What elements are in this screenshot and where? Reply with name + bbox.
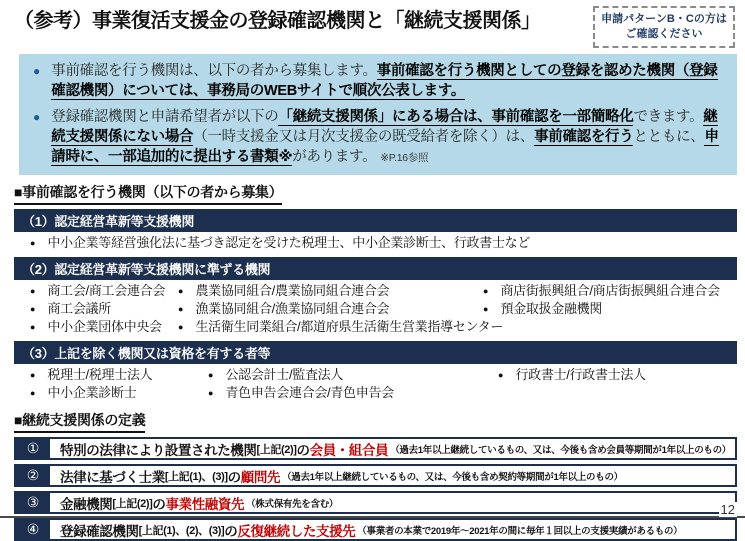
definition-row bbox=[14, 464, 737, 487]
bullet-icon: ● bbox=[498, 370, 504, 380]
definition-text bbox=[50, 466, 735, 485]
list-item bbox=[208, 384, 498, 402]
notice-line-1: 申請パターンB・Cの方は bbox=[601, 13, 727, 25]
definition-number: ④ bbox=[16, 520, 50, 539]
definition-number: ① bbox=[16, 439, 50, 458]
bullet-icon: ● bbox=[483, 286, 489, 296]
header bbox=[14, 6, 737, 48]
section-list bbox=[14, 280, 737, 337]
section-list bbox=[14, 364, 737, 403]
page-title: （参考）事業復活支援金の登録確認機関と「継続支援関係」 bbox=[14, 10, 541, 32]
text-segment: 法律に基づく士業 bbox=[60, 469, 165, 485]
text-segment: 事業性融資先 bbox=[165, 496, 245, 512]
text-segment: の bbox=[227, 469, 241, 485]
bullet-icon: ● bbox=[483, 304, 489, 314]
definition-row bbox=[14, 518, 737, 541]
text-segment: 登録確認機関と申請希望者が以下の bbox=[51, 109, 279, 125]
text-segment: できます。 bbox=[633, 109, 704, 125]
text-segment: [上記(2)] bbox=[256, 443, 297, 456]
list-item-label: 公認会計士/監査法人 bbox=[225, 367, 344, 382]
definition-rows bbox=[14, 437, 737, 541]
text-segment: 顧問先 bbox=[240, 469, 281, 485]
intro-bullet-item bbox=[33, 61, 727, 101]
text-segment: 「継続支援関係」にある場合は、事前確認を一部簡略化 bbox=[278, 109, 634, 125]
definition-row bbox=[14, 491, 737, 514]
list-item-label: 中小企業等経営強化法に基づき認定を受けた税理士、中小企業診断士、行政書士など bbox=[47, 235, 531, 250]
text-segment: 特別の法律により設置された機関 bbox=[60, 442, 257, 458]
list-item bbox=[30, 384, 208, 402]
intro-bullet-item bbox=[33, 107, 727, 168]
text-segment: 申請時に、一部追加的に提出する書類※ bbox=[51, 129, 719, 165]
bullet-icon: ● bbox=[33, 64, 41, 78]
bullet-icon: ● bbox=[33, 110, 41, 124]
text-segment: 事前確認を行う bbox=[534, 129, 634, 145]
text-segment: とともに、 bbox=[633, 129, 705, 145]
list-row bbox=[30, 366, 737, 384]
intro-bullet-text bbox=[51, 61, 727, 101]
definition-number: ② bbox=[16, 466, 50, 485]
list-item bbox=[483, 300, 602, 318]
definition-row bbox=[14, 437, 737, 460]
bullet-icon: ● bbox=[30, 322, 36, 332]
text-segment: の bbox=[224, 523, 238, 539]
list-item-label: 商店街振興組合/商店街振興組合連合会 bbox=[500, 283, 720, 298]
preconfirm-groups bbox=[14, 209, 737, 403]
text-segment: 反復継続した支援先 bbox=[237, 523, 356, 539]
text-segment: 登録確認機関 bbox=[60, 523, 139, 539]
text-segment: があります。 bbox=[292, 149, 377, 165]
list-item-label: 中小企業診断士 bbox=[47, 385, 137, 400]
bullet-icon: ● bbox=[30, 238, 36, 248]
list-item-label: 漁業協同組合/漁業協同組合連合会 bbox=[195, 301, 390, 316]
list-item bbox=[30, 234, 530, 252]
list-item bbox=[30, 282, 178, 300]
bullet-icon: ● bbox=[30, 370, 36, 380]
intro-bullet-text bbox=[51, 107, 727, 168]
section-bar: （1）認定経営革新等支援機関 bbox=[14, 209, 737, 232]
text-segment: （過去1年以上継続しているもの、又は、今後も含め会員等期間が1年以上のもの） bbox=[390, 444, 731, 456]
footer-divider bbox=[0, 516, 745, 518]
definition-number: ③ bbox=[16, 493, 50, 512]
text-segment: 金融機関 bbox=[60, 496, 113, 512]
intro-box bbox=[19, 54, 737, 175]
list-item-label: 商工会議所 bbox=[47, 301, 111, 316]
bullet-icon: ● bbox=[30, 388, 36, 398]
text-segment: （株式保有先を含む） bbox=[246, 498, 339, 510]
bullet-icon: ● bbox=[208, 370, 214, 380]
text-segment: （一時支援金又は月次支援金の既受給者を除く）は、 bbox=[193, 129, 535, 145]
text-segment: [上記(1)、(2)、(3)] bbox=[138, 524, 225, 537]
text-segment: 会員・組合員 bbox=[309, 442, 389, 458]
list-item-label: 商工会/商工会連合会 bbox=[47, 283, 166, 298]
section-list bbox=[14, 232, 737, 253]
list-item bbox=[30, 318, 178, 336]
definition-text bbox=[50, 439, 735, 458]
section-bar: （3）上記を除く機関又は資格を有する者等 bbox=[14, 341, 737, 364]
definition-text bbox=[50, 493, 735, 512]
list-row bbox=[30, 282, 737, 300]
text-segment: （事業者の本業で2019年～2021年の間に毎年１回以上の支援実績があるもの） bbox=[357, 525, 683, 537]
bullet-icon: ● bbox=[178, 322, 184, 332]
list-item bbox=[30, 366, 208, 384]
bullet-icon: ● bbox=[178, 304, 184, 314]
preconfirm-heading: ■事前確認を行う機関（以下の者から募集） bbox=[14, 182, 282, 205]
list-item-label: 中小企業団体中央会 bbox=[47, 319, 162, 334]
text-segment: 事前確認を行う機関としての登録を認めた機関（登録確認機関）については、事務局のWEBサイトで順次公表します。 bbox=[51, 63, 718, 99]
section-bar: （2）認定経営革新等支援機関に準ずる機関 bbox=[14, 257, 737, 280]
text-segment: の bbox=[152, 496, 166, 512]
bullet-icon: ● bbox=[30, 286, 36, 296]
text-segment: 継続支援関係にない場合 bbox=[51, 109, 718, 145]
list-item-label: 生活衛生同業組合/都道府県生活衛生営業指導センター bbox=[195, 319, 504, 334]
bullet-icon: ● bbox=[30, 304, 36, 314]
definition-text bbox=[50, 520, 735, 539]
text-segment: の bbox=[296, 442, 310, 458]
list-row bbox=[30, 384, 737, 402]
text-segment: [上記(2)] bbox=[112, 497, 153, 510]
list-item bbox=[178, 282, 483, 300]
page-number: 12 bbox=[720, 502, 735, 517]
list-item-label: 税理士/税理士法人 bbox=[47, 367, 153, 382]
list-row bbox=[30, 300, 737, 318]
text-segment: 事前確認を行う機関は、以下の者から募集します。 bbox=[51, 63, 377, 79]
notice-box bbox=[593, 6, 735, 48]
list-item-label: 農業協同組合/農業協同組合連合会 bbox=[195, 283, 390, 298]
list-item-label: 青色申告会連合会/青色申告会 bbox=[225, 385, 394, 400]
list-row bbox=[30, 318, 737, 336]
bullet-icon: ● bbox=[178, 286, 184, 296]
list-item bbox=[178, 318, 504, 336]
text-segment: [上記(1)、(3)] bbox=[164, 470, 228, 483]
list-row bbox=[30, 234, 737, 252]
list-item bbox=[208, 366, 498, 384]
list-item-label: 預金取扱金融機関 bbox=[500, 301, 603, 316]
list-item bbox=[178, 300, 483, 318]
list-item bbox=[498, 366, 646, 384]
notice-line-2: ご確認ください bbox=[625, 28, 703, 40]
text-segment: ※P.16参照 bbox=[380, 152, 429, 164]
list-item bbox=[30, 300, 178, 318]
list-item bbox=[483, 282, 720, 300]
definition-heading: ■継続支援関係の定義 bbox=[14, 410, 145, 433]
bullet-icon: ● bbox=[208, 388, 214, 398]
text-segment: （過去1年以上継続しているもの、又は、今後も含め契約等期間が1年以上のもの） bbox=[282, 471, 623, 483]
list-item-label: 行政書士/行政書士法人 bbox=[515, 367, 646, 382]
